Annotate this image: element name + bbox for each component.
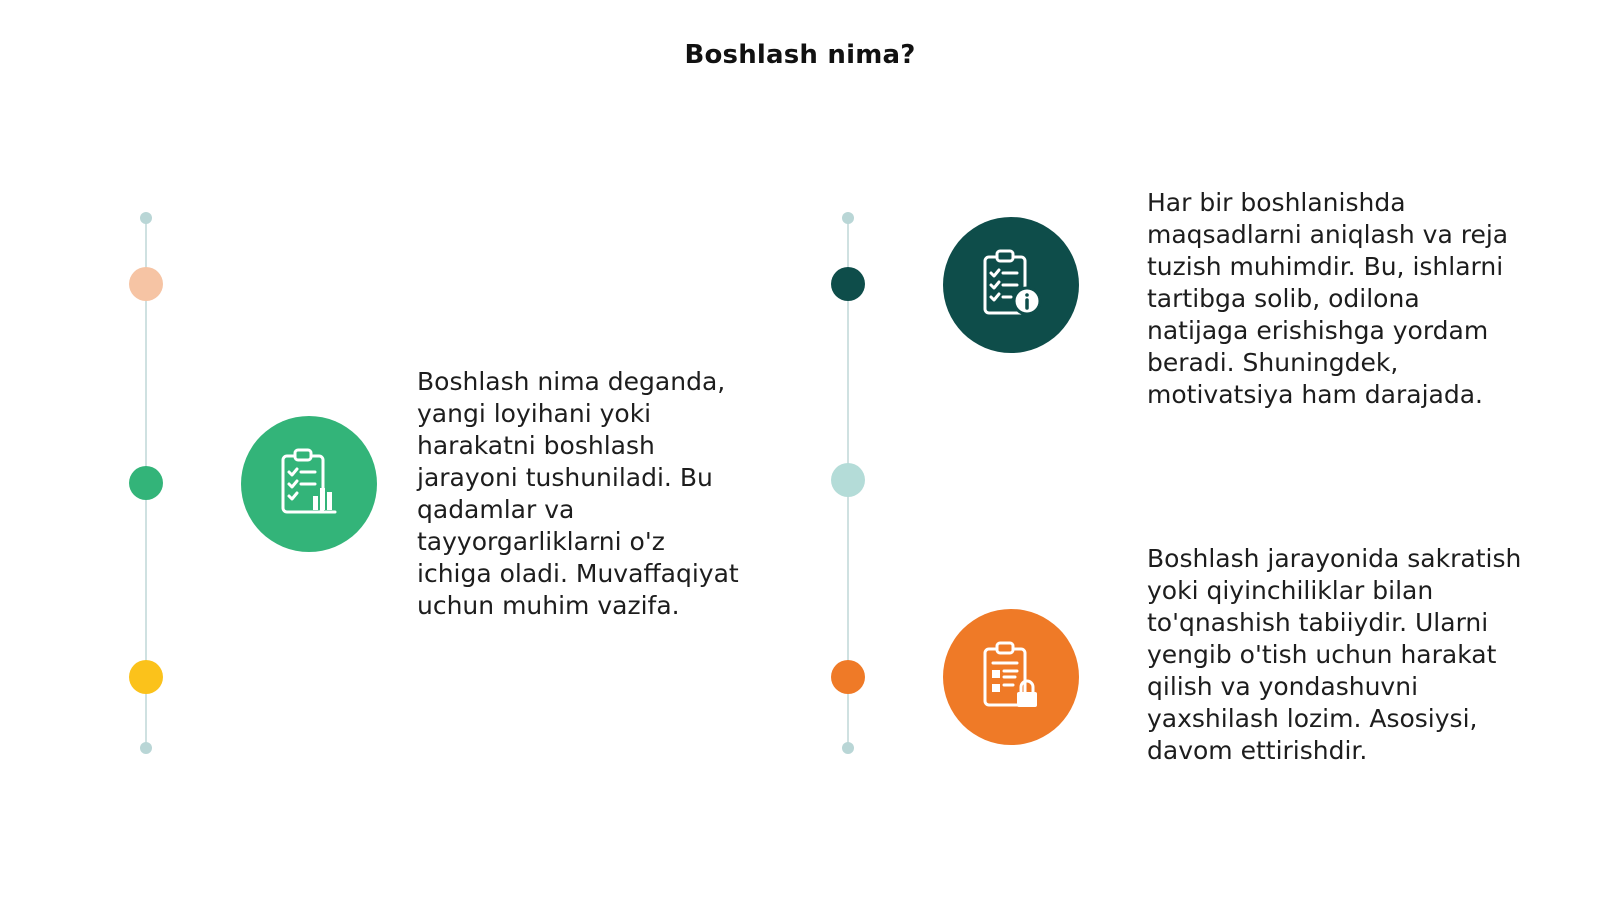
clipboard-lock-icon	[943, 609, 1079, 745]
right-timeline-dark-teal-dot	[831, 267, 865, 301]
block-1-text: Boshlash nima deganda, yangi loyihani yoki harakatni boshlash jarayoni tushuniladi. Bu qadamlar va tayyorgarliklarni o'z ichiga oladi. Muvaffaqiyat uchun muhim vazifa.	[417, 367, 739, 620]
right-timeline-end-dot	[842, 742, 854, 754]
block-2-text: Har bir boshlanishda maqsadlarni aniqlash va reja tuzish muhimdir. Bu, ishlarni tartibga solib, odilona natijaga erishishga yordam beradi. Shuningdek, motivatsiya ham darajada.	[1147, 188, 1509, 409]
left-timeline-start-dot	[140, 212, 152, 224]
page-title: Boshlash nima?	[684, 40, 916, 70]
block-3-text: Boshlash jarayonida sakratish yoki qiyinchiliklar bilan to'qnashish tabiiydir. Ularni yengib o'tish uchun harakat qilish va yondashuvni yaxshilash lozim. Asosiysi, davom ettirishdir.	[1147, 544, 1522, 765]
left-timeline-yellow-dot	[129, 660, 163, 694]
left-timeline-peach-dot	[129, 267, 163, 301]
right-timeline-start-dot	[842, 212, 854, 224]
right-timeline-light-teal-dot	[831, 463, 865, 497]
right-timeline-orange-dot	[831, 660, 865, 694]
clipboard-chart-icon	[241, 416, 377, 552]
left-timeline-end-dot	[140, 742, 152, 754]
left-timeline-green-dot	[129, 466, 163, 500]
clipboard-info-icon	[943, 217, 1079, 353]
